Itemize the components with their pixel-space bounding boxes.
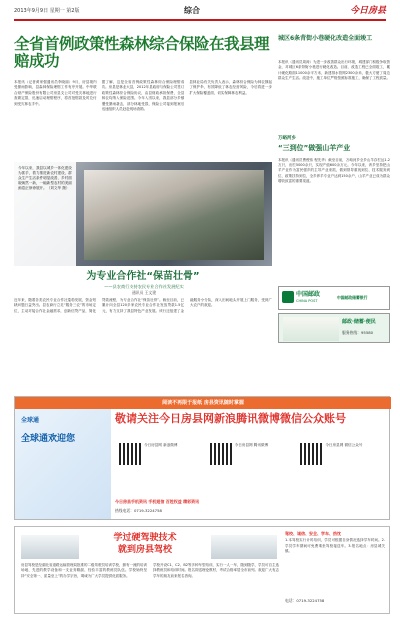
second-byline: 通讯员 王文建	[132, 290, 156, 295]
car-image-2	[211, 535, 277, 559]
postal-ad-title: 邮政·储蓄·便民	[342, 319, 376, 325]
sidebar-b-kicker: 万峪河乡	[278, 136, 296, 141]
postal-ad-1	[278, 286, 390, 310]
driving-school-ad	[14, 526, 390, 614]
qr-label: 今日房县网 微信公众号	[325, 443, 363, 447]
postal-ad-2	[278, 313, 390, 343]
postal-bank: 中国邮政储蓄银行	[337, 295, 368, 300]
banner-headline: 敬请关注今日房县网新浪腾讯微博微信公众账号	[115, 412, 346, 425]
qr-block-2	[210, 443, 293, 493]
qr-block-1	[119, 443, 202, 493]
mobile-ad	[15, 409, 111, 519]
postal-ad-image	[283, 317, 339, 341]
banner-ad	[14, 396, 390, 520]
driving-headline	[85, 532, 205, 556]
lead-headline: 全省首例政策性森林综合保险在我县理赔成功	[14, 35, 270, 71]
driving-body-1: 房县驾校是经湖北省道路运输管理局批准的二级驾驶员培训学校，拥有一流的培训场地、先进的教学设备和一支业务精湛、经验丰富的教练员队伍。学校始终坚持“安全第一、质量至上”的办学宗旨，竭诚为广大学员提供优质服务。	[21, 563, 147, 578]
banner-strip: 阅读不再限于报纸 房县资讯随时掌握	[15, 397, 391, 409]
banner-phone: 热线电话：0719-3224758	[115, 508, 162, 513]
qr-block-3	[300, 443, 383, 493]
qr-label: 今日房县网 腾讯微博	[234, 443, 269, 447]
masthead-logo: 今日房县	[349, 6, 386, 16]
lead-paragraph: 本报讯（记者黄家强通讯员李晓丽）9月，房县境内受暴雨影响，县森林保险理赔工作有序开展。中华联合财产保险股份有限公司房县支公司对受灾林地进行查勘定损，迅速启动理赔程序，将首批赔款及时兑付到受灾林农手中。	[14, 80, 97, 106]
driving-headline-1: 学过硬驾驶技术	[113, 533, 177, 543]
sidebar-a-headline: 城区6条背街小巷硬化改造全面竣工	[278, 35, 373, 42]
second-subhead: ——县农商行支持农民专业合作社发展纪实	[104, 284, 184, 289]
sidebar-b-body: 本报讯（通讯员曹俊伟 程先华）截至目前，万峪河乡全乡山羊存栏达1.2万只，出栏5000余只，实现产值600余万元。今年以来，该乡坚持把山羊产业作为富民强乡的主导产业来抓，做到领导重视到位、技术服务到位、政策扶持到位，全乡养羊专业户达到150余户，山羊产业已成为群众增收致富的重要渠道。	[278, 157, 390, 184]
sidebar-a-body: 本报讯（通讯员周涛）为进一步改善群众出行环境，城建部门积极争取资金，对城区6条背街小巷进行硬化改造。目前，改造工程已全面竣工，累计硬化路面11000余平方米，新建排水管网2300余米，极大方便了周边群众生产生活。改造中，施工单位严格按照标准施工，确保了工程质量。	[278, 60, 390, 81]
section-label: 综合	[184, 6, 200, 15]
postal-name: 中国邮政	[296, 291, 321, 298]
driving-headline-2: 就到房县驾校	[117, 545, 172, 556]
car-image	[21, 535, 79, 559]
sidebar-b	[278, 136, 390, 256]
driving-side-body: 1.本驾校实行计时培训，学员可根据自身情况选择学车时间。2.学员学车期间可免费乘坐驾校接送车。3.报名地点：房县城关镇。	[285, 538, 385, 554]
second-story	[14, 270, 272, 390]
driving-contact: 电话：0719-3224758	[285, 598, 325, 604]
lead-col-2: 据了解，这是全省首例政策性森林综合保险理赔成功。房县是林业大县，2012年县政府与保险公司签订政策性森林综合保险协议，由县财政承担保费，全县林农均纳入保险范围。今年入汛以来，我县部分乡镇遭受暴雨袭击，部分林地受损，保险公司接到报案后迅速组织人员赶赴现场查勘。	[101, 80, 185, 112]
qr-code-icon	[300, 443, 322, 465]
postal-icon	[282, 291, 294, 303]
qr-code-icon	[119, 443, 141, 465]
lead-body	[14, 80, 272, 160]
photo-caption: 今年以来，我县以城乡一体化建设为抓手，着力推进新农村建设，群众生产生活条件明显改善，乡村面貌焕然一新，一幅新型农村的美丽画卷正徐徐展开。（刘文华 摄）	[18, 166, 72, 191]
postal-en: CHINA POST	[296, 299, 318, 303]
driving-side	[285, 531, 385, 611]
sidebar-b-headline: “三到位”做强山羊产业	[278, 144, 351, 153]
driving-body-2: 学校开设C1、C2、B2等多种车型培训，实行一人一车、随到随学，学员可自主选择教练员和培训时间。报名即送理论教材，考试合格率居全市前列。欢迎广大有志学车的朋友前来报名咨询。	[153, 563, 279, 578]
qr-code-icon	[210, 443, 232, 465]
second-headline: 为专业合作社“保苗壮骨”	[86, 271, 200, 282]
mobile-tagline: 全球通欢迎您	[21, 434, 76, 444]
lead-col-3: 县林业局有关负责人表示，森林综合保险为林农撑起了保护伞，有效降低了林农经营风险，今后将进一步扩大保险覆盖面，切实保障林农利益。	[189, 80, 272, 95]
banner-slogan: 今日房县手机资讯 手机短信 百姓权益 精彩资讯	[115, 499, 200, 504]
qr-label: 今日房县网 新浪微博	[144, 443, 178, 447]
masthead-rule	[14, 19, 386, 21]
postal-ad-phone: 服务热线：95580	[342, 330, 374, 335]
masthead	[14, 6, 386, 18]
issue-date: 2013年9月9日 星期一 第2版	[14, 8, 80, 14]
second-body: 近年来，随着各类农民专业合作社蓬勃发展，资金短缺问题日益突出。县农商行立足“服务三农”的市场定位，主动对接合作社金融需求，创新信贷产品，简化贷款流程，为专业合作社“保苗壮骨”。截至目前，已累计向全县120多家农民专业合作社发放贷款1.5亿元，有力支持了我县特色产业发展。该行还组建了金融服务小分队，深入田间地头开展上门服务，受到广大农户的欢迎。	[14, 298, 272, 313]
photo-caption-panel	[14, 162, 76, 266]
village-image	[84, 170, 264, 260]
mobile-logo: 全球通	[21, 417, 40, 424]
qr-row	[119, 443, 383, 493]
driving-side-title: 驾校、诚信、安全、学车、热忱	[285, 531, 341, 536]
feature-photo	[14, 162, 272, 266]
